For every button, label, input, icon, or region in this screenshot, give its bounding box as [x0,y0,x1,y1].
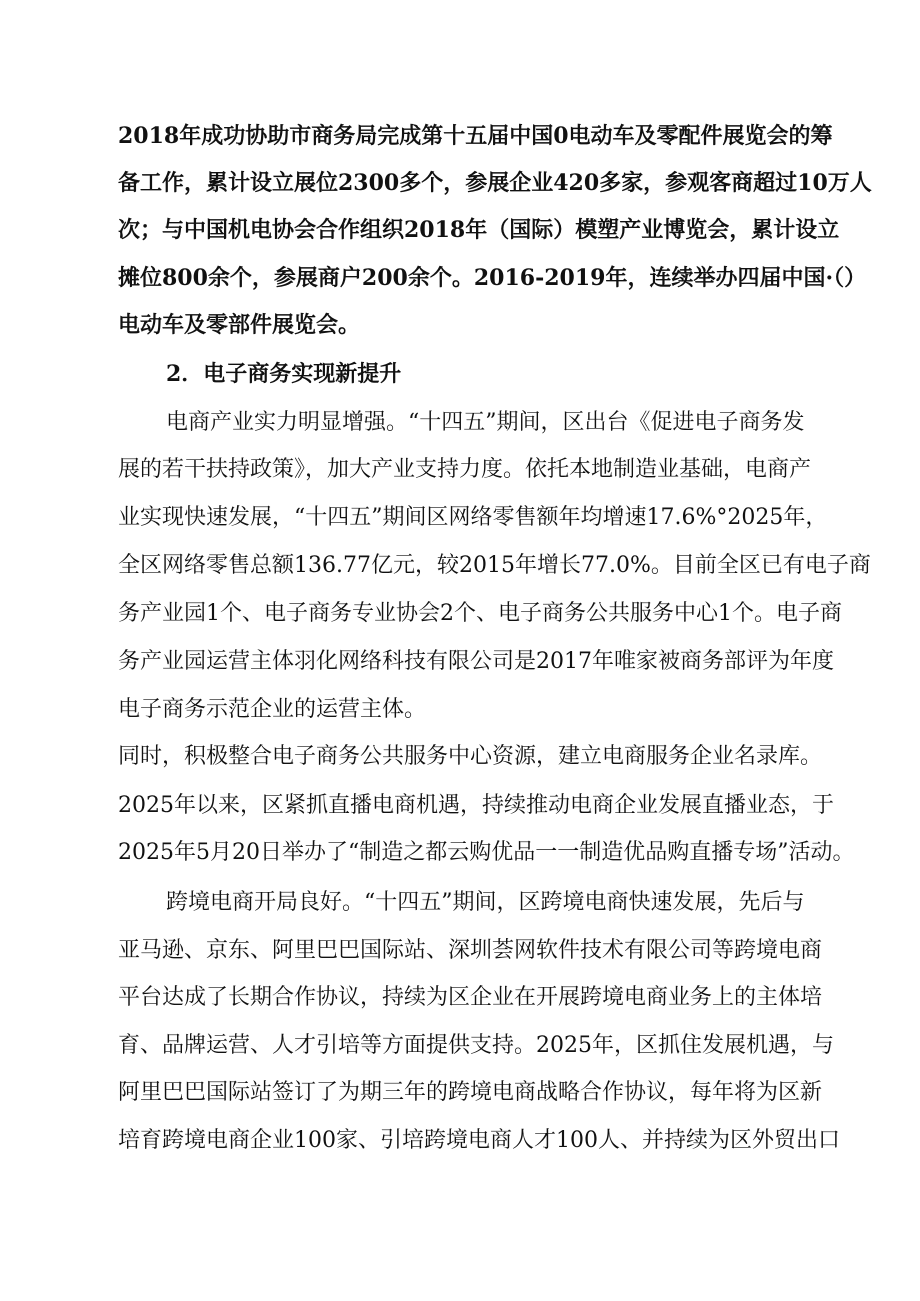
text-line-9-text: 业实现快速发展，“十四五”期间区网络零售额年均增速17.6%°2025年， [118,505,828,530]
text-line-20 [0,1023,920,1069]
text-line-16 [0,830,920,876]
text-line-21 [0,1070,920,1116]
text-line-22 [0,1118,920,1164]
text-line-19 [0,975,920,1021]
text-line-19-text: 平台达成了长期合作协议，持续为区企业在开展跨境电商业务上的主体培 [118,985,823,1010]
text-line-1-text: 2018年成功协助市商务局完成第十五届中国0电动车及零配件展览会的筹 [118,123,833,149]
text-line-15-text: 2025年以来，区紧抓直播电商机遇，持续推动电商企业发展直播业态，于 [118,793,834,818]
text-line-12 [0,639,920,685]
text-line-16-text: 2025年5月20日举办了“制造之都云购优品一一制造优品购直播专场”活动。 [118,840,855,865]
text-line-20-text: 育、品牌运营、人才引培等方面提供支持。2025年，区抓住发展机遇，与 [118,1033,834,1058]
text-line-17-text: 跨境电商开局良好。“十四五”期间，区跨境电商快速发展，先后与 [166,890,805,915]
text-line-4 [0,255,920,301]
text-line-13-text: 电子商务示范企业的运营主体。 [118,697,427,722]
text-line-11 [0,591,920,637]
section-heading [0,351,920,397]
text-line-4-text: 摊位800余个，参展商户200余个。2016-2019年，连续举办四届中国·（） [118,265,867,291]
text-line-2 [0,160,920,206]
text-line-10-text: 全区网络零售总额136.77亿元，较2015年增长77.0%。目前全区已有电子商 [118,553,871,578]
text-line-21-text: 阿里巴巴国际站签订了为期三年的跨境电商战略合作协议，每年将为区新 [118,1080,823,1105]
section-heading-text: 2．电子商务实现新提升 [166,361,402,387]
text-line-10 [0,543,920,589]
text-line-2-text: 备工作，累计设立展位2300多个，参展企业420多家，参观客商超过10万人 [118,170,872,196]
text-line-5 [0,302,920,348]
text-line-3 [0,207,920,253]
text-line-7-text: 电商产业实力明显增强。“十四五”期间，区出台《促进电子商务发 [166,410,805,435]
text-line-1 [0,113,920,159]
text-line-8 [0,447,920,493]
text-line-18 [0,928,920,974]
text-line-5-text: 电动车及零部件展览会。 [118,312,361,338]
text-line-14 [0,734,920,780]
text-line-15 [0,783,920,829]
text-line-13 [0,687,920,733]
text-line-18-text: 亚马逊、京东、阿里巴巴国际站、深圳荟网软件技术有限公司等跨境电商 [118,938,823,963]
text-line-14-text: 同时，积极整合电子商务公共服务中心资源，建立电商服务企业名录库。 [118,744,823,769]
text-line-8-text: 展的若干扶持政策》，加大产业支持力度。依托本地制造业基础，电商产 [118,457,812,482]
text-line-12-text: 务产业园运营主体羽化网络科技有限公司是2017年唯家被商务部评为年度 [118,649,834,674]
text-line-7 [0,400,920,446]
text-line-17 [0,880,920,926]
text-line-11-text: 务产业园1个、电子商务专业协会2个、电子商务公共服务中心1个。电子商 [118,601,842,626]
text-line-22-text: 培育跨境电商企业100家、引培跨境电商人才100人、并持续为区外贸出口 [118,1128,840,1153]
text-line-3-text: 次；与中国机电协会合作组织2018年（国际）模塑产业博览会，累计设立 [118,217,840,243]
text-line-9 [0,495,920,541]
